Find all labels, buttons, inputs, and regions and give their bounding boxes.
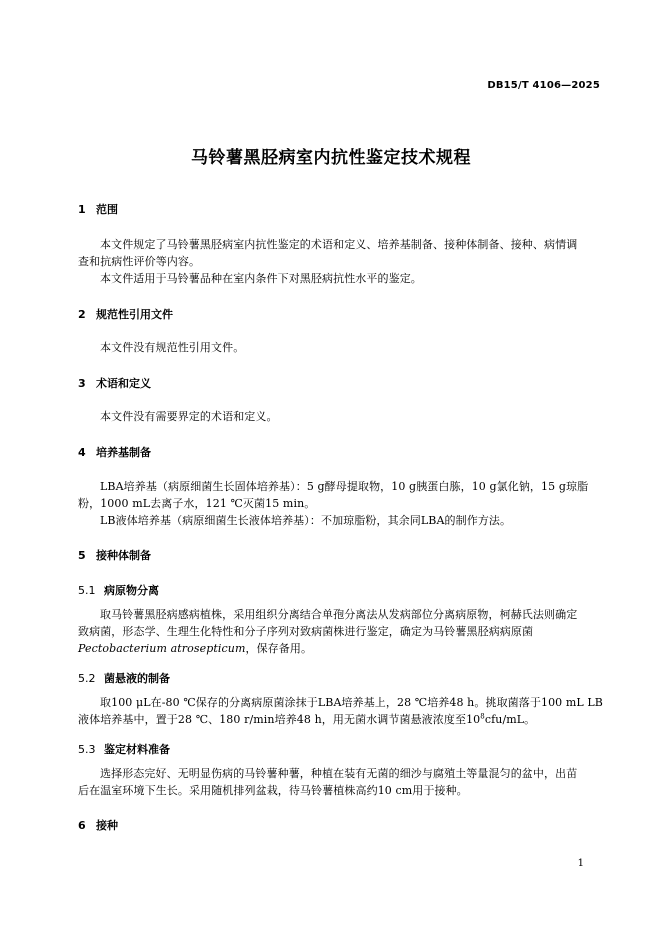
section-number: 5 <box>78 549 86 562</box>
paragraph-line <box>78 640 312 656</box>
paragraph-line: 查和抗病性评价等内容。 <box>78 255 201 268</box>
section-number: 3 <box>78 377 86 390</box>
section-title: 范围 <box>96 203 118 216</box>
section-title: 接种 <box>96 819 118 832</box>
paragraph-line: 本文件规定了马铃薯黑胫病室内抗性鉴定的术语和定义、培养基制备、接种体制备、接种、病情调 <box>100 238 578 251</box>
section-title: 术语和定义 <box>96 377 151 390</box>
section-title: 接种体制备 <box>96 549 151 562</box>
subsection-5-2-heading <box>78 670 170 686</box>
paragraph-line <box>78 711 535 727</box>
section-4-heading <box>78 444 151 460</box>
section-5-heading <box>78 547 151 563</box>
page-number: 1 <box>577 858 584 869</box>
section-6-heading <box>78 817 118 833</box>
section-2-heading <box>78 306 173 322</box>
paragraph-line: 本文件没有规范性引用文件。 <box>100 341 245 354</box>
subsection-title: 菌悬液的制备 <box>104 672 170 685</box>
section-number: 2 <box>78 308 86 321</box>
line-text: 液体培养基中，置于28 ℃、180 r/min培养48 h，用无菌水调节菌悬液浓度至10 <box>78 713 481 726</box>
paragraph-line: LBA培养基（病原细菌生长固体培养基）：5 g酵母提取物，10 g胰蛋白胨，10 g氯化钠，15 g琼脂 <box>100 480 589 493</box>
standard-number: DB15/T 4106—2025 <box>487 80 600 91</box>
section-3-heading <box>78 375 151 391</box>
paragraph-line: 后在温室环境下生长。采用随机排列盆栽，待马铃薯植株高约10 cm用于接种。 <box>78 784 468 797</box>
section-number: 1 <box>78 203 86 216</box>
subsection-5-1-heading <box>78 582 159 598</box>
subsection-title: 鉴定材料准备 <box>104 743 170 756</box>
line-text: ，保存备用。 <box>245 642 313 655</box>
paragraph-line: 致病菌，形态学、生理生化特性和分子序列对致病菌株进行鉴定，确定为马铃薯黑胫病病原菌 <box>78 625 534 638</box>
line-text: cfu/mL。 <box>484 713 536 726</box>
section-number: 4 <box>78 446 86 459</box>
subsection-number: 5.3 <box>78 743 96 756</box>
paragraph-line: 本文件适用于马铃薯品种在室内条件下对黑胫病抗性水平的鉴定。 <box>100 272 422 285</box>
document-title: 马铃薯黑胫病室内抗性鉴定技术规程 <box>191 148 471 168</box>
section-title: 培养基制备 <box>96 446 151 459</box>
paragraph-line: 粉，1000 mL去离子水，121 ℃灭菌15 min。 <box>78 497 316 510</box>
paragraph-line: 取马铃薯黑胫病感病植株，采用组织分离结合单孢分离法从发病部位分离病原物，柯赫氏法则确定 <box>100 608 578 621</box>
section-number: 6 <box>78 819 86 832</box>
exponent: 8 <box>480 712 485 721</box>
section-1-heading <box>78 201 118 217</box>
subsection-title: 病原物分离 <box>104 584 159 597</box>
subsection-5-3-heading <box>78 741 170 757</box>
section-title: 规范性引用文件 <box>96 308 173 321</box>
paragraph-line: 本文件没有需要界定的术语和定义。 <box>100 410 278 423</box>
paragraph-line: LB液体培养基（病原细菌生长液体培养基）：不加琼脂粉，其余同LBA的制作方法。 <box>100 514 512 527</box>
subsection-number: 5.2 <box>78 672 96 685</box>
paragraph-line: 选择形态完好、无明显伤病的马铃薯种薯，种植在装有无菌的细沙与腐殖土等量混匀的盆中，出苗 <box>100 767 578 780</box>
pathogen-species-name: Pectobacterium atrosepticum <box>78 642 246 655</box>
paragraph-line: 取100 μL在-80 ℃保存的分离病原菌涂抹于LBA培养基上，28 ℃培养48 h。挑取菌落于100 mL LB <box>100 696 603 709</box>
subsection-number: 5.1 <box>78 584 96 597</box>
